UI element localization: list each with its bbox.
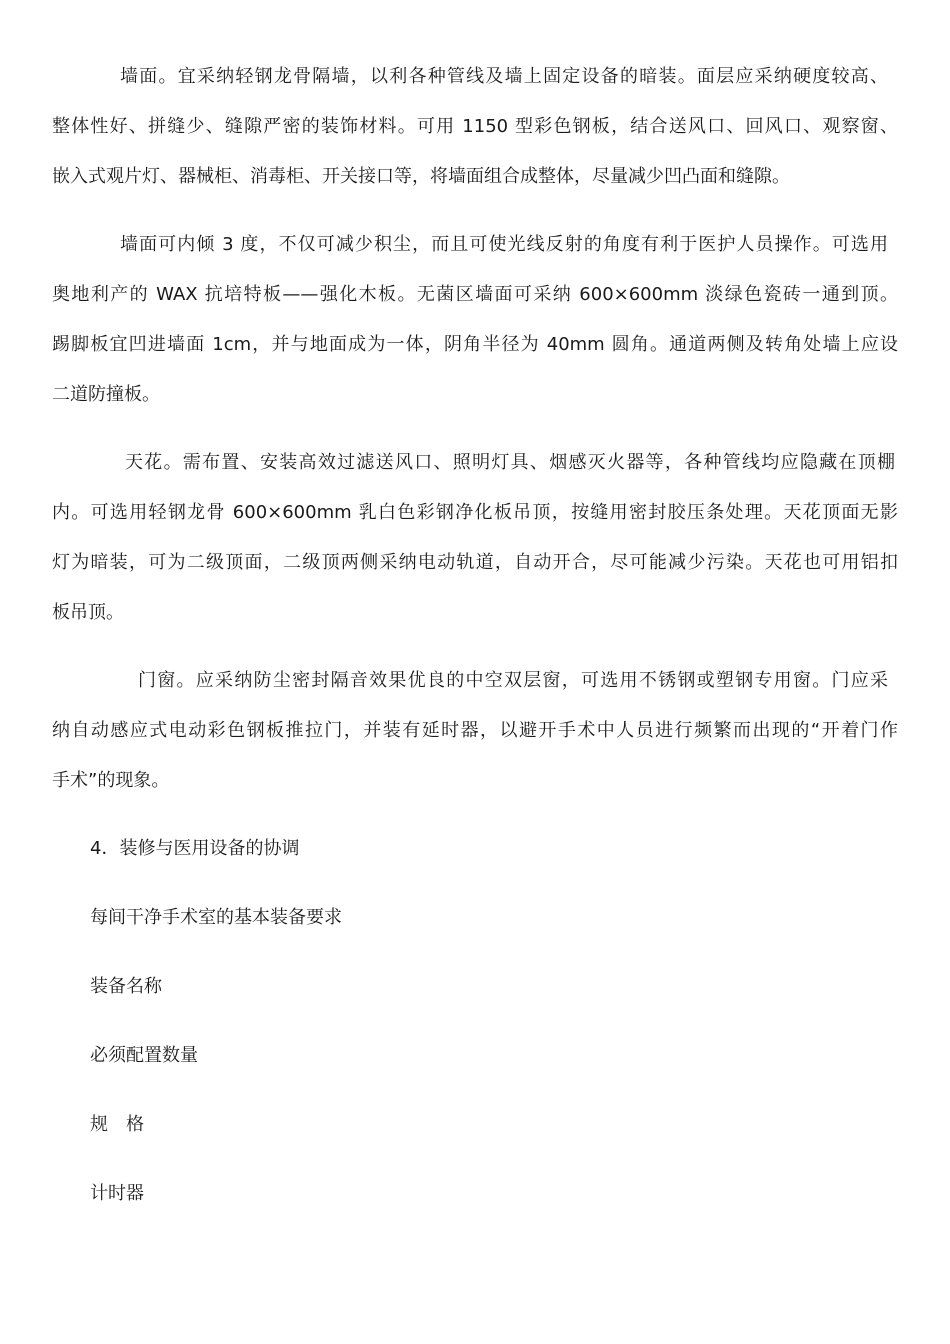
- paragraph-ceiling-line-4: 板吊顶。: [52, 602, 124, 623]
- paragraph-doors-line-2: 纳自动感应式电动彩色钢板推拉门，并装有延时器，以避开手术中人员进行频繁而出现的“开着门作: [52, 720, 898, 741]
- paragraph-ceiling-line-1: 天花。需布置、安装高效过滤送风口、照明灯具、烟感灭火器等，各种管线均应隐藏在顶棚: [125, 452, 895, 473]
- table-header-equipment-name: 装备名称: [90, 976, 162, 997]
- paragraph-doors-line-1: 门窗。应采纳防尘密封隔音效果优良的中空双层窗，可选用不锈钢或塑钢专用窗。门应采: [138, 670, 888, 691]
- section-heading: 4．装修与医用设备的协调: [90, 838, 300, 859]
- paragraph-ceiling-line-3: 灯为暗装，可为二级顶面，二级顶两侧采纳电动轨道，自动开合，尽可能减少污染。天花也可用铝扣: [52, 552, 898, 573]
- paragraph-wall-line-1: 墙面。宜采纳轻钢龙骨隔墙，以利各种管线及墙上固定设备的暗装。面层应采纳硬度较高、: [120, 66, 888, 87]
- table-header-specification: 规 格: [90, 1114, 144, 1135]
- paragraph-wall-tilt-line-1: 墙面可内倾 3 度，不仅可减少积尘，而且可使光线反射的角度有利于医护人员操作。可选用: [120, 234, 888, 255]
- paragraph-doors-line-3: 手术”的现象。: [52, 770, 170, 791]
- paragraph-wall-tilt-line-4: 二道防撞板。: [52, 384, 160, 405]
- paragraph-ceiling-line-2: 内。可选用轻钢龙骨 600×600mm 乳白色彩钢净化板吊顶，按缝用密封胶压条处理。天花顶面无影: [52, 502, 898, 523]
- paragraph-wall-line-2: 整体性好、拼缝少、缝隙严密的装饰材料。可用 1150 型彩色钢板，结合送风口、回风口、观察窗、: [52, 116, 898, 137]
- table-header-required-quantity: 必须配置数量: [90, 1045, 198, 1066]
- paragraph-wall-line-3: 嵌入式观片灯、器械柜、消毒柜、开关接口等，将墙面组合成整体，尽量减少凹凸面和缝隙。: [52, 166, 790, 187]
- table-cell-timer: 计时器: [90, 1183, 144, 1204]
- paragraph-wall-tilt-line-2: 奥地利产的 WAX 抗培特板——强化木板。无菌区墙面可采纳 600×600mm 淡绿色瓷砖一通到顶。: [52, 284, 898, 305]
- paragraph-wall-tilt-line-3: 踢脚板宜凹进墙面 1cm，并与地面成为一体，阴角半径为 40mm 圆角。通道两侧及转角处墙上应设: [52, 334, 898, 355]
- section-subheading: 每间干净手术室的基本装备要求: [90, 907, 342, 928]
